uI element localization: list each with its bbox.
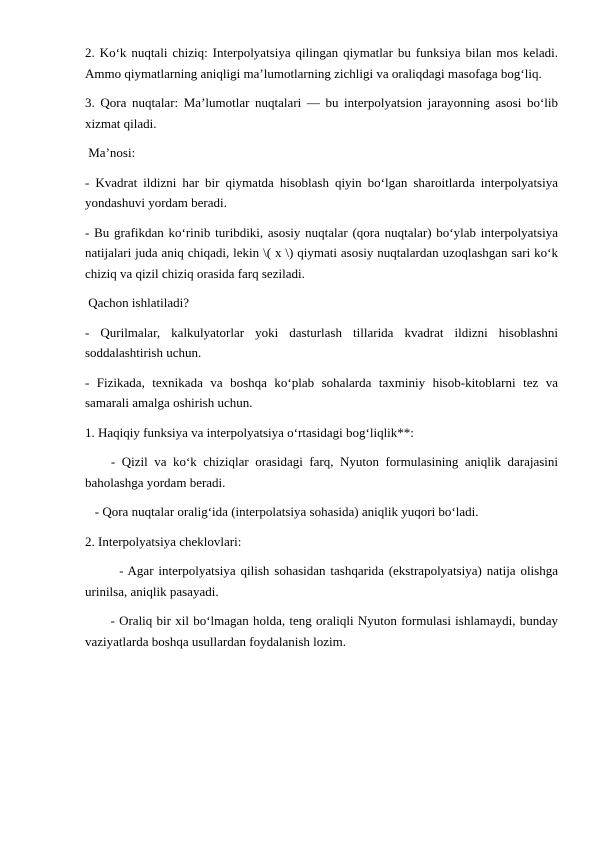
paragraph-devices: - Qurilmalar, kalkulyatorlar yoki dasturlash tillarida kvadrat ildizni hisoblashni soddalashtirish uchun. <box>85 324 562 360</box>
document-page <box>85 43 562 661</box>
subitem-black-points-accuracy: - Qora nuqtalar oralig‘ida (interpolatsiya sohasida) aniqlik yuqori bo‘ladi. <box>85 504 479 519</box>
heading-meaning: Ma’nosi: <box>85 145 136 160</box>
paragraph-square-root: - Kvadrat ildizni har bir qiymatda hisoblash qiyin bo‘lgan sharoitlarda interpolyatsiya yondashuvi yordam beradi. <box>85 174 562 210</box>
subitem-red-blue-difference: - Qizil va ko‘k chiziqlar orasidagi farq, Nyuton formulasining aniqlik darajasini baholashga yordam beradi. <box>85 454 562 490</box>
paragraph-blue-line: 2. Ko‘k nuqtali chiziq: Interpolyatsiya qilingan qiymatlar bu funksiya bilan mos keladi. Ammo qiymatlarning aniqligi ma’lumotlarning zichligi va oraliqdagi masofaga bog‘liq. <box>85 45 561 81</box>
item-interpolation-limits: 2. Interpolyatsiya cheklovlari: <box>85 533 242 549</box>
heading-when-used: Qachon ishlatiladi? <box>85 295 189 310</box>
paragraph-black-points: 3. Qora nuqtalar: Ma’lumotlar nuqtalari — bu interpolyatsion jarayonning asosi bo‘lib xizmat qiladi. <box>85 95 562 131</box>
subitem-extrapolation: - Agar interpolyatsiya qilish sohasidan tashqarida (ekstrapolyatsiya) natija olishga urinilsa, aniqlik pasayadi. <box>85 563 562 599</box>
paragraph-graph-observation: - Bu grafikdan ko‘rinib turibdiki, asosiy nuqtalar (qora nuqtalar) bo‘ylab interpolyatsiya natijalari juda aniq chiqadi, lekin \( x \) qiymati asosiy nuqtalardan uzoqlashgan sari ko‘k chiziq va qizil chiziq orasida farq seziladi. <box>85 224 562 281</box>
item-real-function-relation: 1. Haqiqiy funksiya va interpolyatsiya o‘rtasidagi bog‘liqlik**: <box>85 424 414 440</box>
subitem-unequal-intervals: - Oraliq bir xil bo‘lmagan holda, teng oraliqli Nyuton formulasi ishlamaydi, bunday vaziyatlarda boshqa usullardan foydalanish lozim. <box>85 613 562 649</box>
paragraph-physics: - Fizikada, texnikada va boshqa ko‘plab sohalarda taxminiy hisob-kitoblarni tez va samarali amalga oshirish uchun. <box>85 374 562 410</box>
